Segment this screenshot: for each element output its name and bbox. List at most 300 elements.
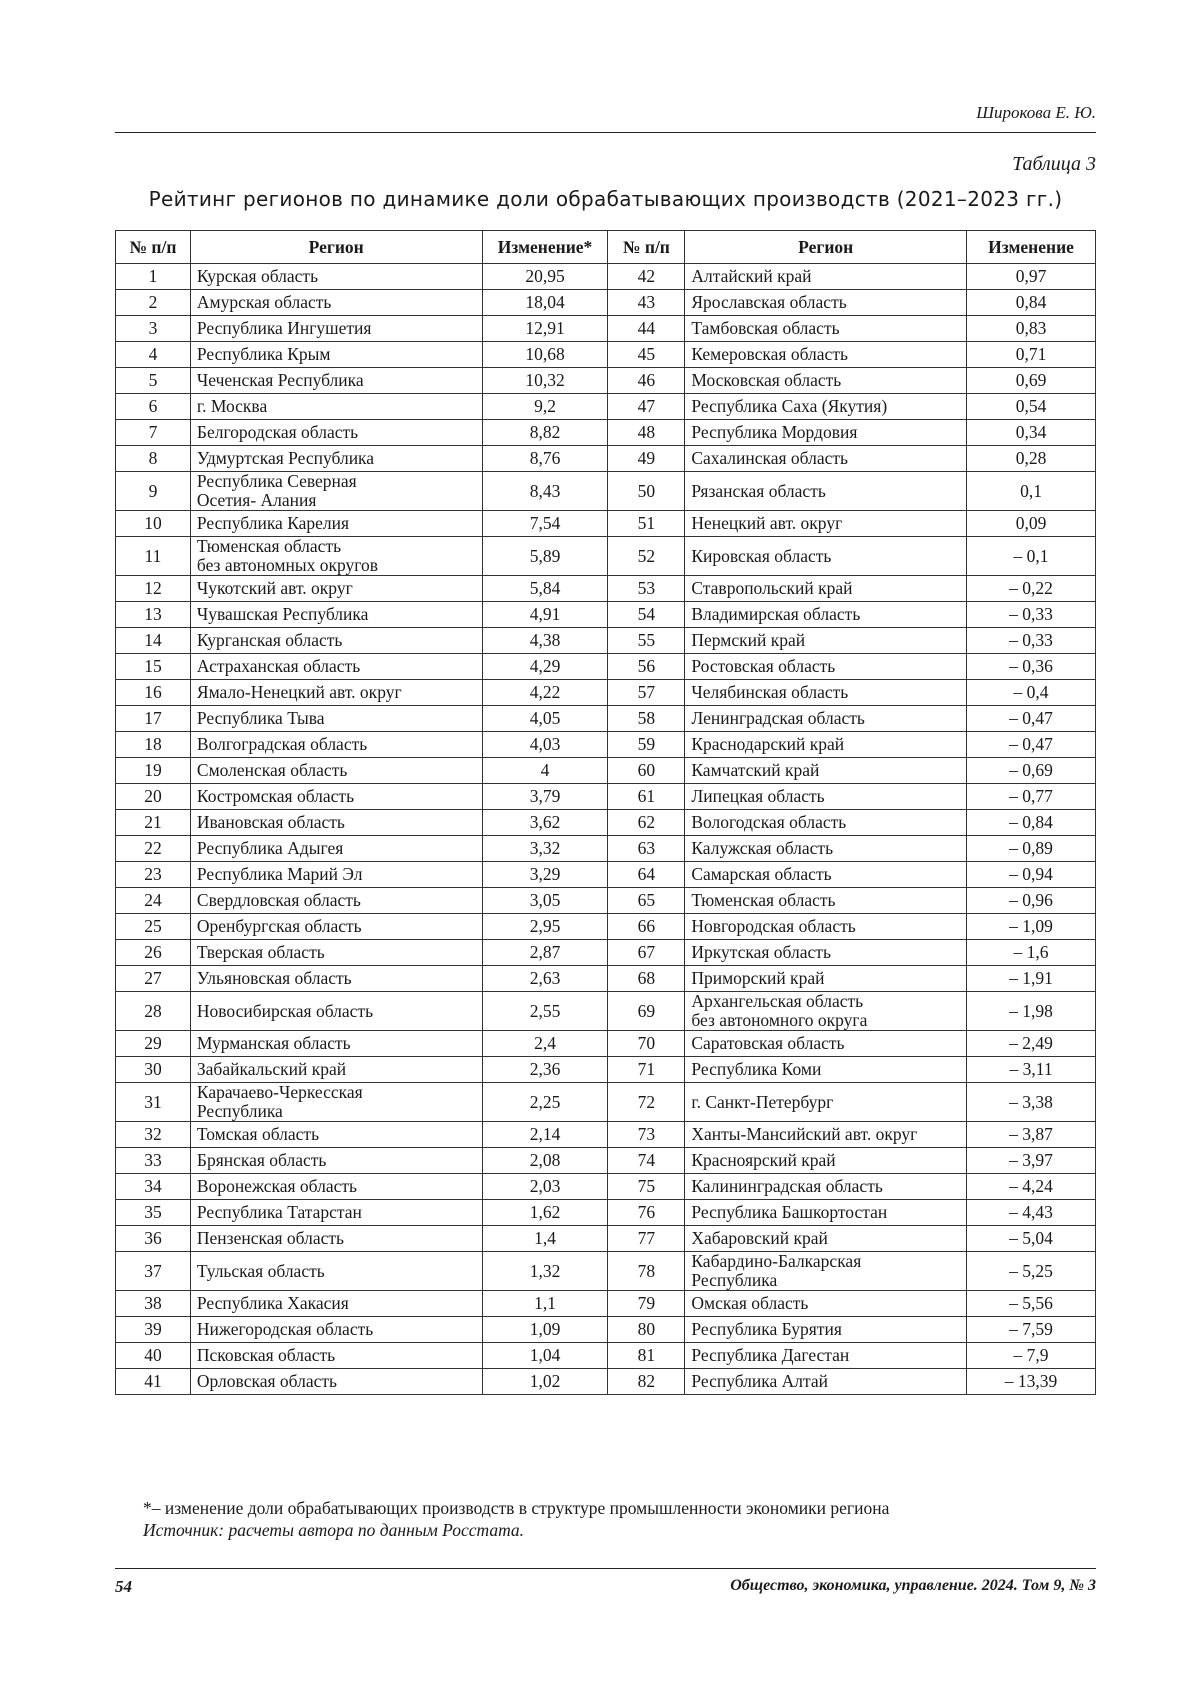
change-value-2: 0,28	[967, 446, 1096, 472]
region-name-2: Пермский край	[685, 628, 967, 654]
change-value-2: – 1,98	[967, 992, 1096, 1031]
table-row	[116, 1122, 1096, 1148]
change-value: 4,29	[482, 654, 608, 680]
region-name: Смоленская область	[190, 758, 482, 784]
table-row	[116, 264, 1096, 290]
row-number: 30	[116, 1057, 191, 1083]
row-number-2: 52	[608, 537, 685, 576]
row-number: 15	[116, 654, 191, 680]
region-name-2: г. Санкт-Петербург	[685, 1083, 967, 1122]
region-name: Брянская область	[190, 1148, 482, 1174]
change-value: 4,05	[482, 706, 608, 732]
column-header-number: № п/п	[116, 231, 191, 264]
row-number: 14	[116, 628, 191, 654]
row-number-2: 75	[608, 1174, 685, 1200]
region-name: Свердловская область	[190, 888, 482, 914]
change-value-2: – 3,11	[967, 1057, 1096, 1083]
change-value-2: 0,09	[967, 511, 1096, 537]
change-value-2: – 1,09	[967, 914, 1096, 940]
table-row	[116, 602, 1096, 628]
column-header-region-2: Регион	[685, 231, 967, 264]
row-number-2: 72	[608, 1083, 685, 1122]
change-value: 2,36	[482, 1057, 608, 1083]
region-name: Республика Карелия	[190, 511, 482, 537]
table-title: Рейтинг регионов по динамике доли обрабатывающих производств (2021–2023 гг.)	[148, 187, 1063, 211]
row-number: 33	[116, 1148, 191, 1174]
table-row	[116, 628, 1096, 654]
change-value-2: 0,84	[967, 290, 1096, 316]
region-name: г. Москва	[190, 394, 482, 420]
region-name-2: Самарская область	[685, 862, 967, 888]
region-name: Республика Северная Осетия- Алания	[190, 472, 482, 511]
row-number: 10	[116, 511, 191, 537]
row-number-2: 42	[608, 264, 685, 290]
change-value: 4,38	[482, 628, 608, 654]
region-name: Томская область	[190, 1122, 482, 1148]
change-value: 1,04	[482, 1343, 608, 1369]
row-number: 13	[116, 602, 191, 628]
row-number-2: 80	[608, 1317, 685, 1343]
row-number: 6	[116, 394, 191, 420]
table-row	[116, 368, 1096, 394]
row-number-2: 64	[608, 862, 685, 888]
row-number-2: 44	[608, 316, 685, 342]
region-name: Республика Крым	[190, 342, 482, 368]
row-number: 37	[116, 1252, 191, 1291]
change-value-2: – 0,89	[967, 836, 1096, 862]
change-value: 2,95	[482, 914, 608, 940]
region-name-2: Ленинградская область	[685, 706, 967, 732]
table-row	[116, 810, 1096, 836]
region-name: Республика Татарстан	[190, 1200, 482, 1226]
header-rule	[115, 132, 1096, 133]
region-name: Воронежская область	[190, 1174, 482, 1200]
table-body	[116, 264, 1096, 1395]
region-name: Тульская область	[190, 1252, 482, 1291]
row-number: 28	[116, 992, 191, 1031]
region-name-2: Ханты-Мансийский авт. округ	[685, 1122, 967, 1148]
row-number-2: 50	[608, 472, 685, 511]
table-row	[116, 1057, 1096, 1083]
change-value-2: – 4,24	[967, 1174, 1096, 1200]
row-number: 29	[116, 1031, 191, 1057]
change-value-2: – 0,22	[967, 576, 1096, 602]
table-row	[116, 940, 1096, 966]
region-name-2: Ростовская область	[685, 654, 967, 680]
row-number-2: 66	[608, 914, 685, 940]
change-value: 1,62	[482, 1200, 608, 1226]
region-name: Амурская область	[190, 290, 482, 316]
region-name-2: Краснодарский край	[685, 732, 967, 758]
change-value: 1,1	[482, 1291, 608, 1317]
table-row	[116, 1369, 1096, 1395]
change-value-2: 0,34	[967, 420, 1096, 446]
row-number: 34	[116, 1174, 191, 1200]
region-name-2: Омская область	[685, 1291, 967, 1317]
table-row	[116, 836, 1096, 862]
table-row	[116, 1031, 1096, 1057]
row-number-2: 77	[608, 1226, 685, 1252]
change-value-2: – 0,84	[967, 810, 1096, 836]
change-value: 1,4	[482, 1226, 608, 1252]
change-value-2: – 2,49	[967, 1031, 1096, 1057]
row-number-2: 58	[608, 706, 685, 732]
footnote: *– изменение доли обрабатывающих производств в структуре промышленности экономики региона	[143, 1498, 890, 1518]
change-value-2: – 0,33	[967, 602, 1096, 628]
row-number-2: 57	[608, 680, 685, 706]
region-name: Орловская область	[190, 1369, 482, 1395]
region-name-2: Республика Саха (Якутия)	[685, 394, 967, 420]
row-number-2: 56	[608, 654, 685, 680]
table-row	[116, 914, 1096, 940]
change-value-2: – 13,39	[967, 1369, 1096, 1395]
row-number: 27	[116, 966, 191, 992]
row-number-2: 71	[608, 1057, 685, 1083]
table-row	[116, 888, 1096, 914]
region-name-2: Ненецкий авт. округ	[685, 511, 967, 537]
change-value: 4,22	[482, 680, 608, 706]
region-name-2: Кабардино-Балкарская Республика	[685, 1252, 967, 1291]
region-name-2: Кировская область	[685, 537, 967, 576]
region-name: Республика Ингушетия	[190, 316, 482, 342]
row-number: 17	[116, 706, 191, 732]
table-row	[116, 1083, 1096, 1122]
region-name-2: Московская область	[685, 368, 967, 394]
change-value: 20,95	[482, 264, 608, 290]
row-number: 36	[116, 1226, 191, 1252]
region-name-2: Калининградская область	[685, 1174, 967, 1200]
table-row	[116, 1148, 1096, 1174]
change-value-2: – 5,56	[967, 1291, 1096, 1317]
region-name-2: Калужская область	[685, 836, 967, 862]
row-number: 24	[116, 888, 191, 914]
region-name-2: Челябинская область	[685, 680, 967, 706]
region-name: Республика Адыгея	[190, 836, 482, 862]
change-value: 18,04	[482, 290, 608, 316]
table-row	[116, 576, 1096, 602]
change-value-2: – 0,47	[967, 706, 1096, 732]
region-name-2: Красноярский край	[685, 1148, 967, 1174]
row-number-2: 63	[608, 836, 685, 862]
change-value-2: 0,97	[967, 264, 1096, 290]
table-row	[116, 420, 1096, 446]
table-label: Таблица 3	[1012, 153, 1096, 175]
ranking-table	[115, 230, 1096, 1395]
change-value: 3,05	[482, 888, 608, 914]
region-name: Белгородская область	[190, 420, 482, 446]
change-value: 2,55	[482, 992, 608, 1031]
region-name-2: Республика Бурятия	[685, 1317, 967, 1343]
region-name-2: Тюменская область	[685, 888, 967, 914]
change-value: 2,08	[482, 1148, 608, 1174]
change-value: 1,02	[482, 1369, 608, 1395]
row-number: 9	[116, 472, 191, 511]
row-number-2: 59	[608, 732, 685, 758]
row-number-2: 76	[608, 1200, 685, 1226]
table-row	[116, 537, 1096, 576]
table-header-row	[116, 231, 1096, 264]
change-value: 2,4	[482, 1031, 608, 1057]
table-row	[116, 1252, 1096, 1291]
row-number-2: 69	[608, 992, 685, 1031]
row-number: 25	[116, 914, 191, 940]
row-number: 40	[116, 1343, 191, 1369]
row-number: 23	[116, 862, 191, 888]
region-name: Псковская область	[190, 1343, 482, 1369]
region-name-2: Хабаровский край	[685, 1226, 967, 1252]
change-value-2: – 4,43	[967, 1200, 1096, 1226]
change-value: 5,84	[482, 576, 608, 602]
row-number-2: 82	[608, 1369, 685, 1395]
change-value-2: – 7,9	[967, 1343, 1096, 1369]
row-number-2: 73	[608, 1122, 685, 1148]
row-number-2: 47	[608, 394, 685, 420]
change-value: 7,54	[482, 511, 608, 537]
change-value: 8,82	[482, 420, 608, 446]
region-name-2: Рязанская область	[685, 472, 967, 511]
region-name-2: Липецкая область	[685, 784, 967, 810]
column-header-region: Регион	[190, 231, 482, 264]
region-name: Республика Тыва	[190, 706, 482, 732]
row-number: 32	[116, 1122, 191, 1148]
page-number: 54	[115, 1577, 132, 1596]
change-value-2: – 0,4	[967, 680, 1096, 706]
region-name-2: Ставропольский край	[685, 576, 967, 602]
change-value: 2,25	[482, 1083, 608, 1122]
row-number: 3	[116, 316, 191, 342]
region-name: Ямало-Ненецкий авт. округ	[190, 680, 482, 706]
column-header-change-2: Изменение	[967, 231, 1096, 264]
row-number-2: 51	[608, 511, 685, 537]
row-number: 16	[116, 680, 191, 706]
row-number: 26	[116, 940, 191, 966]
change-value-2: 0,69	[967, 368, 1096, 394]
region-name-2: Владимирская область	[685, 602, 967, 628]
region-name: Оренбургская область	[190, 914, 482, 940]
row-number-2: 74	[608, 1148, 685, 1174]
region-name: Мурманская область	[190, 1031, 482, 1057]
region-name: Карачаево-Черкесская Республика	[190, 1083, 482, 1122]
table-row	[116, 654, 1096, 680]
change-value: 4,91	[482, 602, 608, 628]
row-number-2: 45	[608, 342, 685, 368]
change-value: 3,79	[482, 784, 608, 810]
region-name-2: Вологодская область	[685, 810, 967, 836]
region-name-2: Приморский край	[685, 966, 967, 992]
table-row	[116, 680, 1096, 706]
region-name-2: Саратовская область	[685, 1031, 967, 1057]
change-value-2: – 0,77	[967, 784, 1096, 810]
row-number-2: 60	[608, 758, 685, 784]
table-row	[116, 992, 1096, 1031]
table-row	[116, 446, 1096, 472]
region-name: Тюменская область без автономных округов	[190, 537, 482, 576]
region-name: Чеченская Республика	[190, 368, 482, 394]
table-row	[116, 342, 1096, 368]
change-value: 3,62	[482, 810, 608, 836]
change-value-2: – 3,87	[967, 1122, 1096, 1148]
region-name: Курская область	[190, 264, 482, 290]
row-number: 39	[116, 1317, 191, 1343]
region-name-2: Республика Коми	[685, 1057, 967, 1083]
row-number: 21	[116, 810, 191, 836]
row-number-2: 61	[608, 784, 685, 810]
row-number-2: 70	[608, 1031, 685, 1057]
row-number: 20	[116, 784, 191, 810]
region-name-2: Республика Мордовия	[685, 420, 967, 446]
change-value-2: – 0,96	[967, 888, 1096, 914]
region-name: Курганская область	[190, 628, 482, 654]
row-number-2: 49	[608, 446, 685, 472]
region-name: Волгоградская область	[190, 732, 482, 758]
region-name-2: Новгородская область	[685, 914, 967, 940]
row-number: 11	[116, 537, 191, 576]
region-name-2: Алтайский край	[685, 264, 967, 290]
row-number-2: 65	[608, 888, 685, 914]
row-number-2: 54	[608, 602, 685, 628]
change-value: 2,87	[482, 940, 608, 966]
row-number-2: 48	[608, 420, 685, 446]
source-note: Источник: расчеты автора по данным Росстата.	[143, 1520, 525, 1540]
row-number-2: 67	[608, 940, 685, 966]
region-name: Чукотский авт. округ	[190, 576, 482, 602]
row-number-2: 78	[608, 1252, 685, 1291]
table-row	[116, 1226, 1096, 1252]
row-number: 4	[116, 342, 191, 368]
change-value-2: – 0,69	[967, 758, 1096, 784]
change-value: 2,63	[482, 966, 608, 992]
table-row	[116, 1343, 1096, 1369]
region-name: Республика Хакасия	[190, 1291, 482, 1317]
region-name-2: Камчатский край	[685, 758, 967, 784]
table-row	[116, 862, 1096, 888]
table-row	[116, 784, 1096, 810]
row-number-2: 79	[608, 1291, 685, 1317]
change-value: 12,91	[482, 316, 608, 342]
table-row	[116, 1200, 1096, 1226]
change-value: 8,43	[482, 472, 608, 511]
row-number: 31	[116, 1083, 191, 1122]
region-name: Костромская область	[190, 784, 482, 810]
table-row	[116, 511, 1096, 537]
row-number-2: 81	[608, 1343, 685, 1369]
row-number: 18	[116, 732, 191, 758]
column-header-number-2: № п/п	[608, 231, 685, 264]
row-number: 2	[116, 290, 191, 316]
running-header-author: Широкова Е. Ю.	[976, 103, 1096, 122]
change-value: 4	[482, 758, 608, 784]
change-value-2: 0,71	[967, 342, 1096, 368]
region-name-2: Кемеровская область	[685, 342, 967, 368]
change-value: 1,09	[482, 1317, 608, 1343]
change-value-2: – 5,25	[967, 1252, 1096, 1291]
journal-citation: Общество, экономика, управление. 2024. Том 9, № 3	[730, 1577, 1096, 1594]
change-value: 2,14	[482, 1122, 608, 1148]
change-value-2: – 0,33	[967, 628, 1096, 654]
region-name: Чувашская Республика	[190, 602, 482, 628]
region-name: Нижегородская область	[190, 1317, 482, 1343]
region-name-2: Тамбовская область	[685, 316, 967, 342]
table-row	[116, 758, 1096, 784]
row-number: 12	[116, 576, 191, 602]
footer-rule	[115, 1568, 1096, 1569]
row-number: 38	[116, 1291, 191, 1317]
table-row	[116, 394, 1096, 420]
region-name-2: Иркутская область	[685, 940, 967, 966]
column-header-change: Изменение*	[482, 231, 608, 264]
table-row	[116, 1291, 1096, 1317]
row-number: 7	[116, 420, 191, 446]
row-number: 41	[116, 1369, 191, 1395]
change-value-2: 0,54	[967, 394, 1096, 420]
change-value: 2,03	[482, 1174, 608, 1200]
change-value: 5,89	[482, 537, 608, 576]
region-name: Новосибирская область	[190, 992, 482, 1031]
region-name-2: Архангельская область без автономного округа	[685, 992, 967, 1031]
table-row	[116, 706, 1096, 732]
row-number-2: 53	[608, 576, 685, 602]
region-name: Удмуртская Республика	[190, 446, 482, 472]
row-number-2: 43	[608, 290, 685, 316]
region-name-2: Республика Башкортостан	[685, 1200, 967, 1226]
table-row	[116, 316, 1096, 342]
change-value: 3,32	[482, 836, 608, 862]
change-value-2: – 0,47	[967, 732, 1096, 758]
row-number: 22	[116, 836, 191, 862]
change-value-2: – 3,38	[967, 1083, 1096, 1122]
row-number: 5	[116, 368, 191, 394]
change-value-2: – 1,6	[967, 940, 1096, 966]
change-value: 9,2	[482, 394, 608, 420]
change-value-2: 0,1	[967, 472, 1096, 511]
region-name-2: Сахалинская область	[685, 446, 967, 472]
table-row	[116, 1317, 1096, 1343]
table-row	[116, 472, 1096, 511]
row-number-2: 46	[608, 368, 685, 394]
region-name: Ульяновская область	[190, 966, 482, 992]
change-value: 10,32	[482, 368, 608, 394]
region-name: Пензенская область	[190, 1226, 482, 1252]
region-name-2: Республика Дагестан	[685, 1343, 967, 1369]
change-value-2: – 0,36	[967, 654, 1096, 680]
change-value-2: – 0,1	[967, 537, 1096, 576]
row-number-2: 68	[608, 966, 685, 992]
row-number: 35	[116, 1200, 191, 1226]
region-name: Ивановская область	[190, 810, 482, 836]
table-row	[116, 1174, 1096, 1200]
region-name: Тверская область	[190, 940, 482, 966]
change-value-2: – 5,04	[967, 1226, 1096, 1252]
row-number-2: 55	[608, 628, 685, 654]
region-name: Астраханская область	[190, 654, 482, 680]
change-value: 3,29	[482, 862, 608, 888]
region-name: Забайкальский край	[190, 1057, 482, 1083]
row-number-2: 62	[608, 810, 685, 836]
region-name-2: Республика Алтай	[685, 1369, 967, 1395]
change-value: 10,68	[482, 342, 608, 368]
change-value-2: 0,83	[967, 316, 1096, 342]
change-value: 1,32	[482, 1252, 608, 1291]
region-name: Республика Марий Эл	[190, 862, 482, 888]
row-number: 19	[116, 758, 191, 784]
change-value-2: – 3,97	[967, 1148, 1096, 1174]
row-number: 1	[116, 264, 191, 290]
row-number: 8	[116, 446, 191, 472]
table-row	[116, 290, 1096, 316]
change-value: 4,03	[482, 732, 608, 758]
change-value-2: – 7,59	[967, 1317, 1096, 1343]
table-row	[116, 732, 1096, 758]
